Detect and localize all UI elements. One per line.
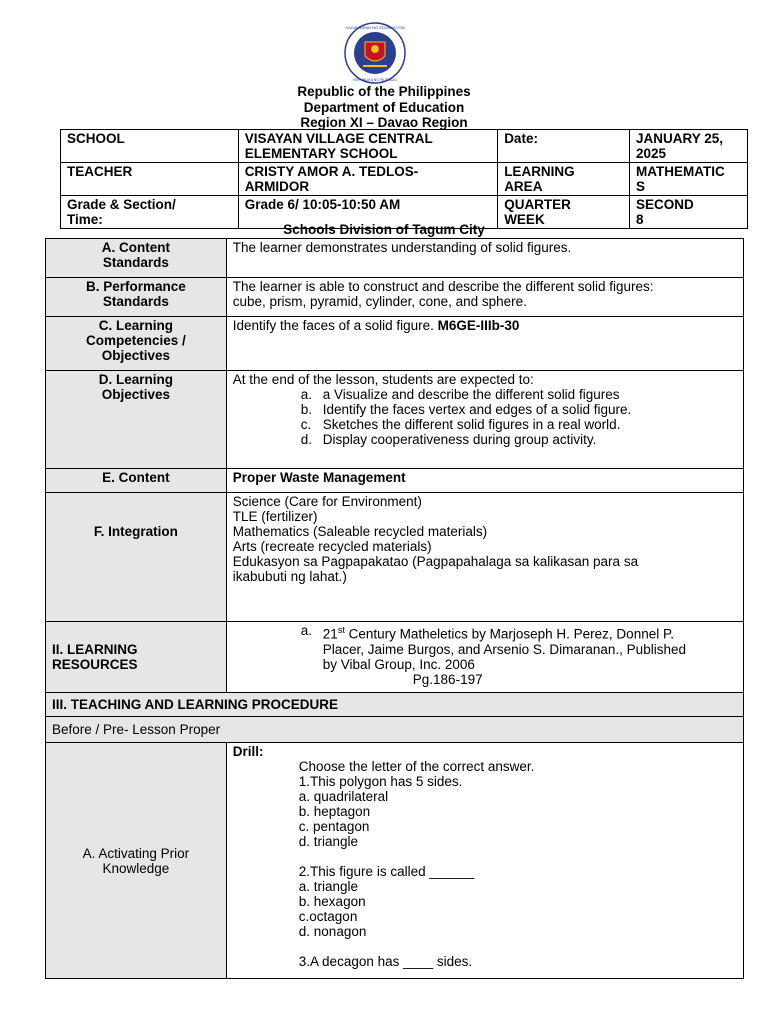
- integration-label: F. Integration: [46, 493, 227, 622]
- date-value: JANUARY 25, 2025: [630, 130, 748, 163]
- list-item: a. 21st Century Matheletics by Marjoseph H. Perez, Donnel P. Placer, Jaime Burgos, and Arsenio S. Dimaranan., Published by Vibal Group, Inc. 2006 Pg.186-197: [300, 623, 686, 687]
- header-department: Department of Education: [303, 100, 465, 115]
- content-label: E. Content: [46, 469, 227, 493]
- learning-area-value: MATHEMATIC S: [630, 163, 748, 196]
- seal-text-bottom: REPUBLIKA NG PILIPINAS: [353, 78, 397, 82]
- content-text: Proper Waste Management: [226, 469, 743, 493]
- list-item: d. Display cooperativeness during group activity.: [300, 432, 597, 447]
- deped-seal-logo: [339, 22, 411, 84]
- quarter-week-label: QUARTER WEEK: [498, 196, 630, 229]
- header-region: Region XI – Davao Region: [300, 115, 468, 130]
- date-label: Date:: [498, 130, 630, 163]
- activating-prior-knowledge-label: A. Activating Prior Knowledge: [46, 743, 227, 979]
- content-standards-text: The learner demonstrates understanding of solid figures.: [226, 239, 743, 278]
- learning-resources-label: II. LEARNING RESOURCES: [46, 622, 227, 693]
- school-label: SCHOOL: [61, 130, 239, 163]
- list-item: c. Sketches the different solid figures in a real world.: [300, 417, 621, 432]
- seal-text-top: KAGAWARAN NG EDUKASYON: [345, 25, 405, 30]
- content-standards-label: A. Content Standards: [46, 239, 227, 278]
- learning-competencies-label: C. Learning Competencies / Objectives: [46, 317, 227, 371]
- teacher-value: CRISTY AMOR A. TEDLOS- ARMIDOR: [238, 163, 498, 196]
- learning-objectives-text: [226, 371, 743, 469]
- objectives-list: [233, 387, 737, 447]
- quarter-week-value: SECOND 8: [630, 196, 748, 229]
- drill-content: [226, 743, 743, 979]
- info-table: [60, 129, 748, 229]
- list-item: a. a Visualize and describe the different solid figures: [300, 387, 620, 402]
- header-republic: Republic of the Philippines: [297, 84, 471, 99]
- grade-section-value: Grade 6/ 10:05-10:50 AM: [238, 196, 498, 229]
- competency-code: M6GE-IIIb-30: [437, 318, 520, 333]
- school-value: VISAYAN VILLAGE CENTRAL ELEMENTARY SCHOOL: [238, 130, 498, 163]
- learning-area-label: LEARNING AREA: [498, 163, 630, 196]
- list-item: b. Identify the faces vertex and edges of a solid figure.: [300, 402, 632, 417]
- division-name: Schools Division of Tagum City: [283, 222, 485, 237]
- teacher-label: TEACHER: [61, 163, 239, 196]
- grade-section-label: Grade & Section/ Time:: [61, 196, 239, 229]
- lesson-plan-table: [45, 238, 744, 979]
- before-lesson-label: Before / Pre- Lesson Proper: [46, 717, 744, 743]
- learning-competencies-text: Identify the faces of a solid figure. M6GE-IIIb-30: [226, 317, 743, 371]
- learning-objectives-label: D. Learning Objectives: [46, 371, 227, 469]
- performance-standards-label: B. Performance Standards: [46, 278, 227, 317]
- drill-questions: Choose the letter of the correct answer. 1.This polygon has 5 sides. a. quadrilateral b. heptagon c. pentagon d. triangle 2.This figure is called ______ a. triangle b. hexagon c.octagon d. nonagon 3.A decagon has ____ sides.: [298, 759, 535, 969]
- integration-text: Science (Care for Environment) TLE (fertilizer) Mathematics (Saleable recycled materials) Arts (recreate recycled materials) Edukasyon sa Pagpapakatao (Pagpapahalaga sa kalikasan para sa ikabubuti ng lahat.): [226, 493, 743, 622]
- learning-resources-text: [226, 622, 743, 693]
- objectives-intro: At the end of the lesson, students are expected to:: [232, 372, 534, 387]
- teaching-procedure-title: III. TEACHING AND LEARNING PROCEDURE: [46, 693, 744, 717]
- performance-standards-text: The learner is able to construct and describe the different solid figures: cube, prism, pyramid, cylinder, cone, and sphere.: [226, 278, 743, 317]
- drill-title: Drill:: [232, 744, 264, 759]
